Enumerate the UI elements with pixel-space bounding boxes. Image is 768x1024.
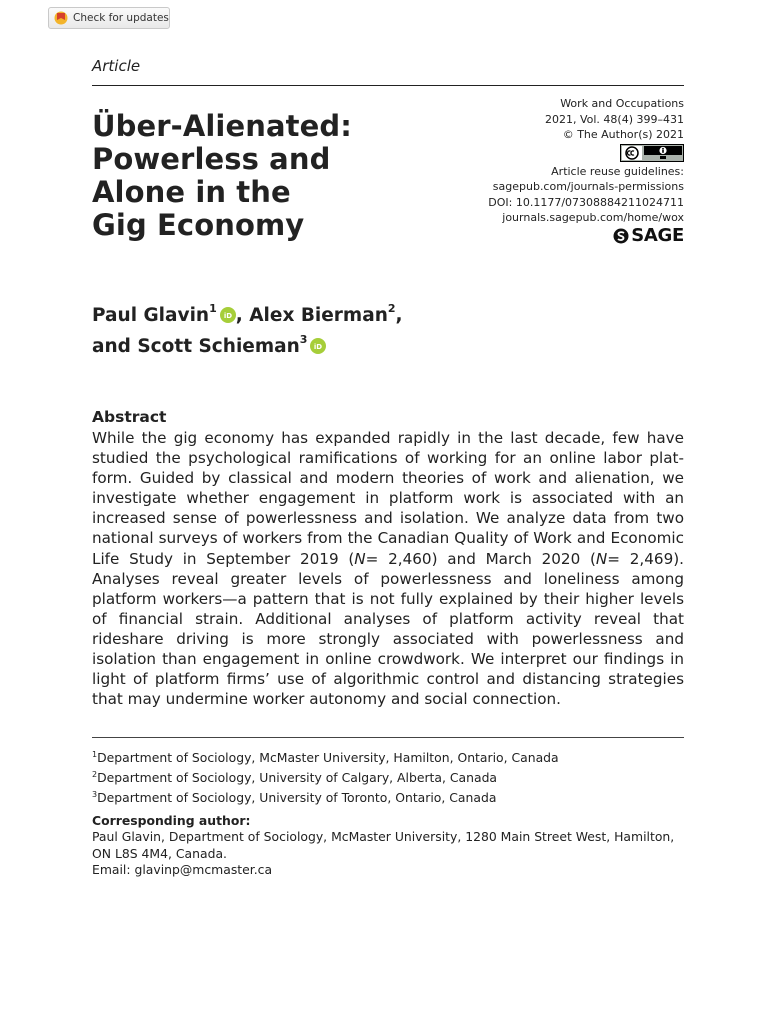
title-line: Powerless and [92, 142, 331, 176]
journal-citation: 2021, Vol. 48(4) 399–431 [544, 112, 684, 126]
orcid-icon[interactable] [310, 336, 326, 352]
copyright-notice: © The Author(s) 2021 [562, 128, 684, 141]
sage-logo [613, 224, 684, 246]
title-line: Gig Economy [92, 208, 305, 242]
svg-text:iD: iD [314, 343, 323, 352]
title-line: Über-Alienated: [92, 109, 352, 143]
article-title [92, 110, 452, 242]
author-name: Paul Glavin [92, 305, 210, 327]
check-for-updates-label: Check for updates [73, 12, 169, 24]
affiliations [92, 747, 692, 806]
title-line: Alone in the [92, 175, 291, 209]
affiliation-item: $^1$Department of Sociology, McMaster University, Hamilton, Ontario, Canada [92, 750, 559, 766]
affiliation-item: $^3$Department of Sociology, University of Toronto, Ontario, Canada [92, 789, 497, 805]
affiliation-item: $^2$Department of Sociology, University of Calgary, Alberta, Canada [92, 769, 498, 785]
corresponding-author [92, 813, 692, 878]
author-name: Scott Schieman [137, 336, 300, 358]
footnote-divider [92, 737, 684, 738]
author-affiliation-mark: 2 [387, 302, 396, 315]
orcid-icon[interactable] [220, 305, 236, 321]
creative-commons-by-icon [620, 144, 684, 162]
svg-text:iD: iD [223, 312, 232, 321]
article-type: Article [92, 57, 141, 75]
corresponding-email[interactable]: Email: glavinp@mcmaster.ca [92, 861, 273, 877]
corresponding-heading: Corresponding author: [92, 813, 251, 828]
abstract-heading: Abstract [92, 408, 167, 426]
check-for-updates-button[interactable] [48, 7, 170, 29]
publisher-name: SAGE [631, 224, 684, 246]
corresponding-address: Paul Glavin, Department of Sociology, McMaster University, 1280 Main Street West, Hamilton, [92, 829, 675, 845]
corresponding-address: ON L8S 4M4, Canada. [92, 845, 227, 861]
journal-home-link[interactable]: journals.sagepub.com/home/wox [502, 211, 684, 224]
journal-metadata [444, 96, 684, 248]
sage-logo-icon [613, 228, 629, 244]
abstract-text: While the gig economy has expanded rapidly in the last decade, few have studied the psychological ramifications of working for an online labor plat-form. Guided by classical and modern theories of work and alienation, we investigate whether engagement in platform work is associated with an increased sense of powerlessness and isolation. We analyze data from two national surveys of workers from the Canadian Quality of Work and Economic Life Study in September 2019 (N= 2,460) and March 2020 (N= 2,469). Analyses reveal greater levels of powerlessness and loneliness among platform workers—a pattern that is not fully explained by their higher levels of financial strain. Additional analyses of platform activity reveal that rideshare driving is more strongly associated with powerlessness and isolation than engagement in online crowdwork. We interpret our findings in light of platform firms’ use of algorithmic control and distancing strategies that may undermine worker autonomy and social connection. [92, 429, 684, 709]
author-affiliation-mark: 3 [299, 333, 308, 347]
author-conjunction: and [92, 336, 131, 358]
author-list: Paul Glavin$^1$ iD , Alex Bierman$^2$, and Scott Schieman$^3$ iD [92, 302, 403, 358]
journal-name: Work and Occupations [560, 97, 684, 110]
top-divider [92, 85, 684, 86]
reuse-guidelines-link[interactable]: sagepub.com/journals-permissions [492, 180, 684, 193]
author-affiliation-mark: 1 [209, 302, 217, 315]
author-name: Alex Bierman [249, 305, 388, 327]
doi[interactable]: DOI: 10.1177/07308884211024711 [488, 195, 684, 209]
reuse-guidelines-label: Article reuse guidelines: [551, 164, 684, 178]
crossmark-icon [54, 11, 68, 25]
